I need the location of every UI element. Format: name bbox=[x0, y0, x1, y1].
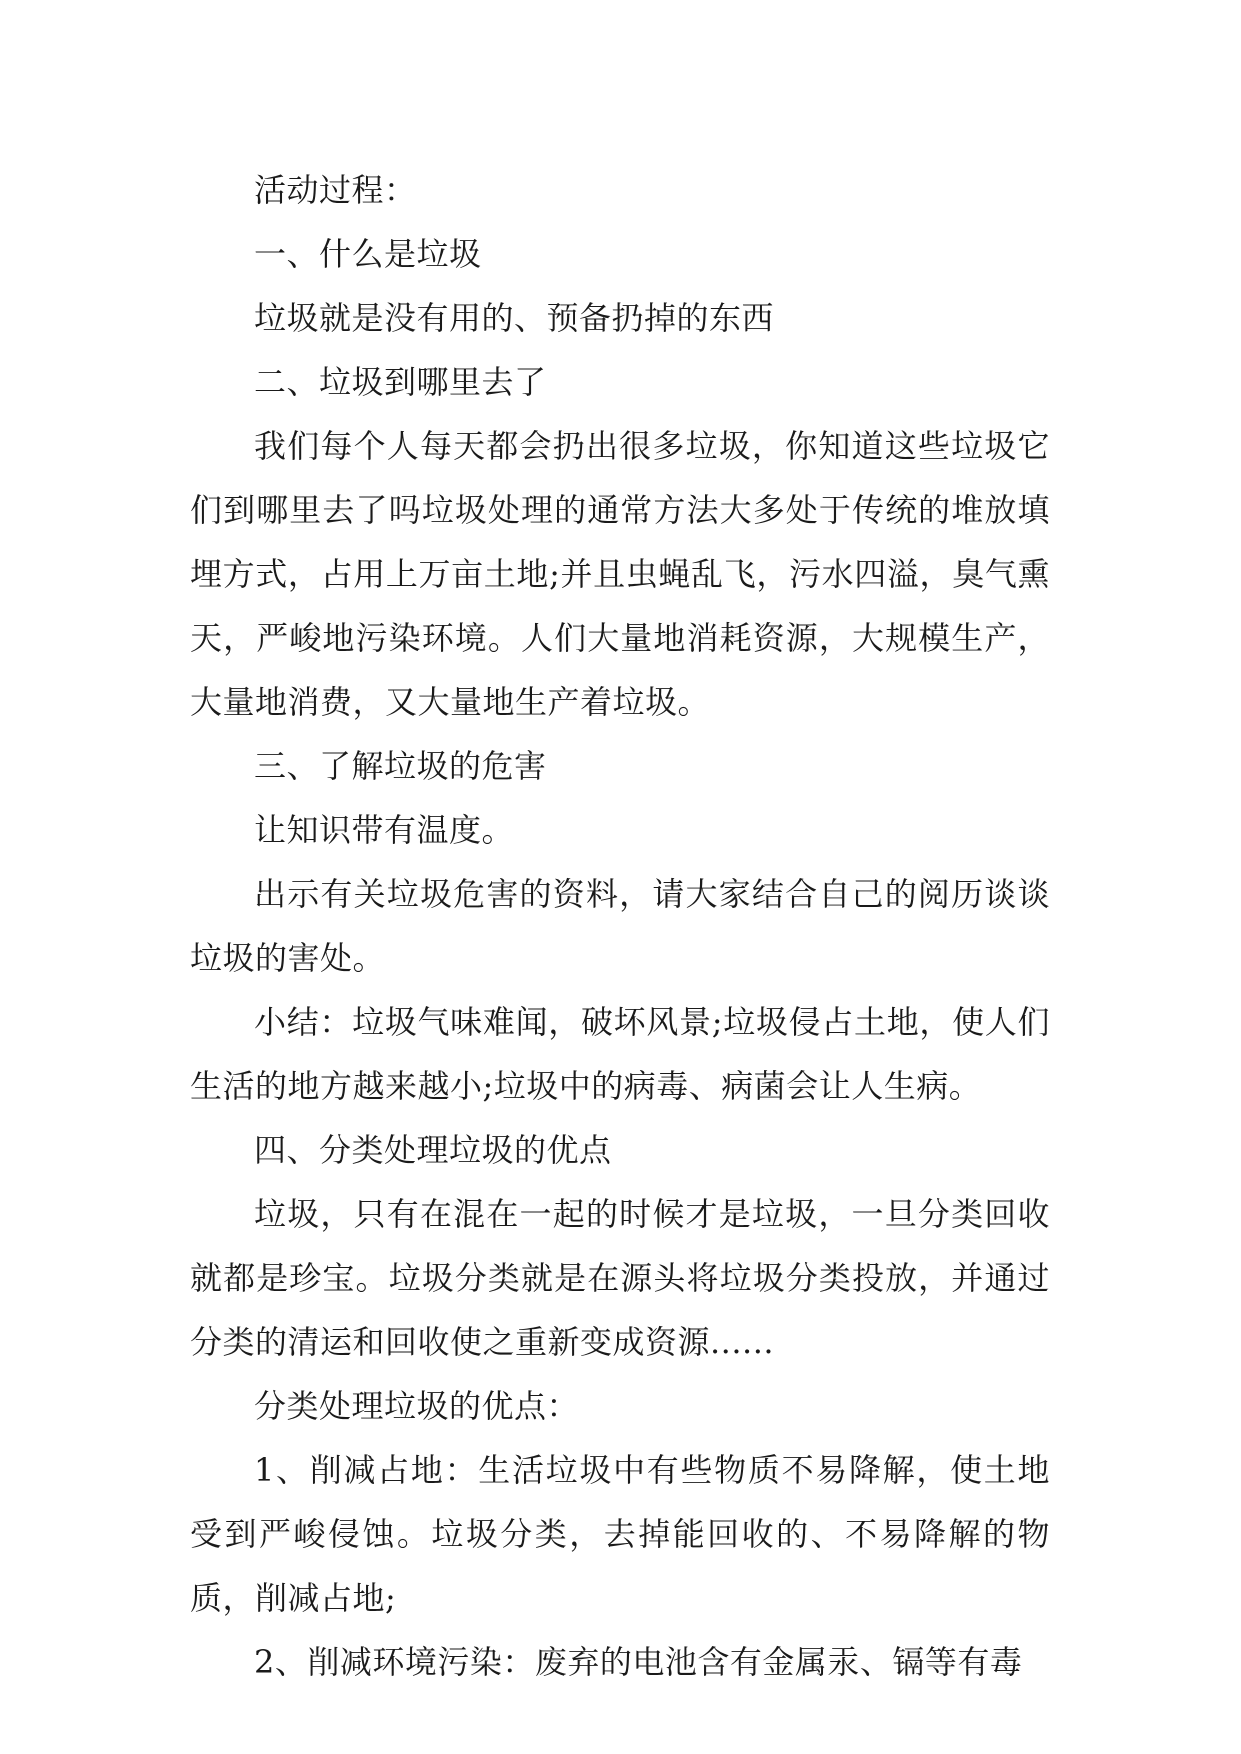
paragraph-section-3-note: 让知识带有温度。 bbox=[254, 811, 515, 849]
paragraph-section-4-list-title: 分类处理垃圾的优点： bbox=[254, 1387, 580, 1425]
paragraph-section-4-item-1: 1、削减占地：生活垃圾中有些物质不易降解，使土地受到严峻侵蚀。垃圾分类，去掉能回收的、不易降解的物质，削减占地; bbox=[190, 1451, 1050, 1617]
paragraph-section-2-title: 二、垃圾到哪里去了 bbox=[254, 363, 547, 401]
paragraph-section-3-summary: 小结：垃圾气味难闻，破坏风景;垃圾侵占土地，使人们生活的地方越来越小;垃圾中的病毒、病菌会让人生病。 bbox=[190, 1003, 1050, 1105]
paragraph-section-4-body: 垃圾，只有在混在一起的时候才是垃圾，一旦分类回收就都是珍宝。垃圾分类就是在源头将垃圾分类投放，并通过分类的清运和回收使之重新变成资源...... bbox=[190, 1195, 1050, 1361]
paragraph-section-3-body: 出示有关垃圾危害的资料，请大家结合自己的阅历谈谈垃圾的害处。 bbox=[190, 875, 1050, 977]
paragraph-section-4-title: 四、分类处理垃圾的优点 bbox=[254, 1131, 612, 1169]
paragraph-section-1-title: 一、什么是垃圾 bbox=[254, 235, 482, 273]
document-body bbox=[190, 158, 1050, 1694]
paragraph-section-1-body: 垃圾就是没有用的、预备扔掉的东西 bbox=[254, 299, 775, 337]
paragraph-section-2-body: 我们每个人每天都会扔出很多垃圾，你知道这些垃圾它们到哪里去了吗垃圾处理的通常方法大多处于传统的堆放填埋方式，占用上万亩土地;并且虫蝇乱飞，污水四溢，臭气熏天，严峻地污染环境。人们大量地消耗资源，大规模生产，大量地消费，又大量地生产着垃圾。 bbox=[190, 427, 1050, 721]
paragraph-section-3-title: 三、了解垃圾的危害 bbox=[254, 747, 547, 785]
paragraph-heading-process: 活动过程： bbox=[254, 171, 417, 209]
paragraph-section-4-item-2: 2、削减环境污染：废弃的电池含有金属汞、镉等有毒 bbox=[254, 1643, 1023, 1681]
